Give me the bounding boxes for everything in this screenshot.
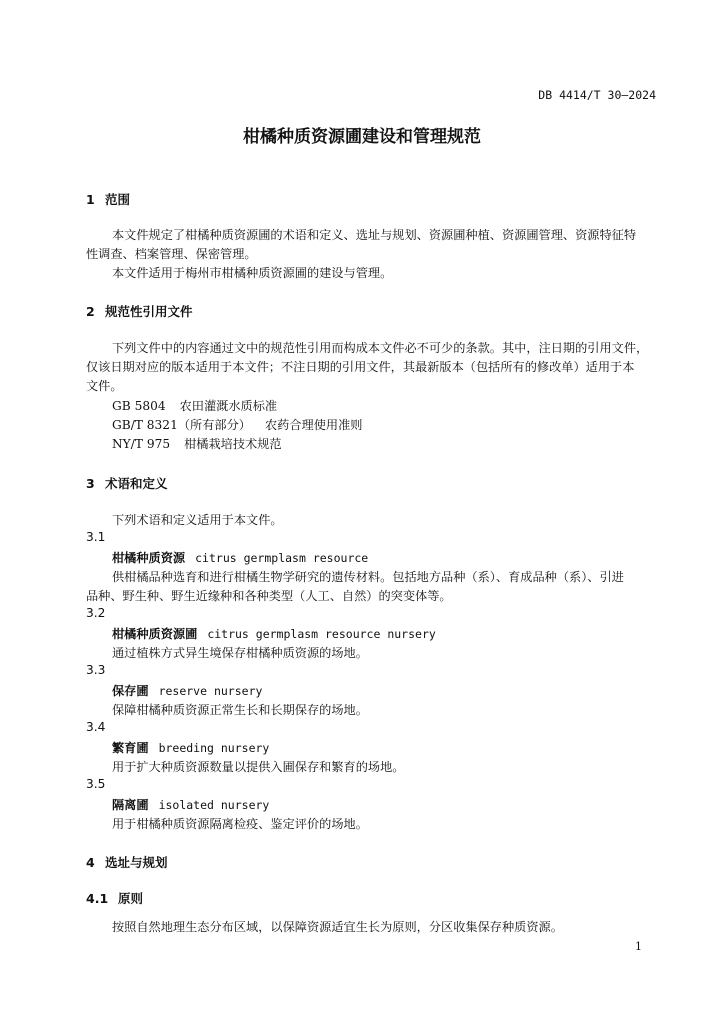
term-english: citrus germplasm resource [195, 551, 369, 565]
term-number: 3.5 [86, 777, 106, 791]
reference-item [112, 416, 362, 433]
reference-item [112, 397, 277, 414]
terms-intro: 下列术语和定义适用于本文件。 [112, 513, 283, 527]
principle-paragraph: 按照自然地理生态分布区域，以保障资源适宜生长为原则，分区收集保存种质资源。 [112, 920, 563, 934]
scope-paragraph-line: 性调查、档案管理、保密管理。 [86, 247, 257, 261]
document-number: DB 4414/T 30—2024 [538, 88, 656, 102]
section-number: 2 [86, 304, 95, 319]
term-definition-line: 品种、野生种、野生近缘种和各种类型（人工、自然）的突变体等。 [86, 589, 452, 603]
term-chinese: 隔离圃 [112, 798, 149, 812]
reference-code: GB/T 8321（所有部分） [112, 418, 251, 432]
section-heading-site-selection [86, 853, 168, 871]
document-title: 柑橘种质资源圃建设和管理规范 [243, 127, 481, 147]
term-definition-line: 保障柑橘种质资源正常生长和长期保存的场地。 [112, 703, 368, 717]
subsection-heading-principle [86, 889, 143, 907]
section-number: 1 [86, 192, 95, 207]
normative-intro-line: 下列文件中的内容通过文中的规范性引用而构成本文件必不可少的条款。其中，注日期的引用文件， [112, 341, 649, 355]
term-definition-line: 供柑橘品种选育和进行柑橘生物学研究的遗传材料。包括地方品种（系）、育成品种（系）、引进 [112, 570, 624, 584]
term-entry [112, 549, 368, 566]
term-english: isolated nursery [158, 798, 270, 812]
term-number: 3.3 [86, 663, 106, 677]
subsection-number: 4.1 [86, 891, 109, 906]
reference-name: 农田灌溉水质标准 [179, 399, 278, 413]
term-chinese: 保存圃 [112, 684, 149, 698]
term-entry [112, 796, 269, 813]
normative-intro-line: 仅该日期对应的版本适用于本文件；不注日期的引用文件，其最新版本（包括所有的修改单）适用于本 [86, 360, 635, 374]
section-heading-scope [86, 190, 130, 208]
term-entry [112, 682, 262, 699]
term-english: breeding nursery [158, 741, 270, 755]
section-heading-terms [86, 474, 168, 492]
section-number: 4 [86, 855, 95, 870]
section-title: 规范性引用文件 [105, 304, 193, 319]
term-definition-line: 用于扩大种质资源数量以提供入圃保存和繁育的场地。 [112, 760, 405, 774]
term-definition-line: 通过植株方式异生境保存柑橘种质资源的场地。 [112, 646, 368, 660]
term-english: reserve nursery [158, 684, 263, 698]
scope-paragraph: 本文件适用于梅州市柑橘种质资源圃的建设与管理。 [112, 266, 393, 280]
term-number: 3.2 [86, 606, 106, 620]
term-number: 3.1 [86, 530, 106, 544]
term-number: 3.4 [86, 720, 106, 734]
section-number: 3 [86, 476, 95, 491]
term-entry [112, 739, 269, 756]
term-definition-line: 用于柑橘种质资源隔离检疫、鉴定评价的场地。 [112, 817, 368, 831]
term-chinese: 柑橘种质资源圃 [112, 627, 198, 641]
reference-name: 农药合理使用准则 [264, 418, 363, 432]
term-chinese: 繁育圃 [112, 741, 149, 755]
term-entry [112, 625, 436, 642]
term-chinese: 柑橘种质资源 [112, 551, 186, 565]
reference-item [112, 435, 282, 452]
section-heading-normative-references [86, 302, 193, 320]
reference-code: GB 5804 [112, 399, 166, 413]
term-english: citrus germplasm resource nursery [207, 627, 436, 641]
subsection-title: 原则 [118, 891, 144, 906]
reference-code: NY/T 975 [112, 437, 171, 451]
scope-paragraph-line: 本文件规定了柑橘种质资源圃的术语和定义、选址与规划、资源圃种植、资源圃管理、资源特征特 [112, 228, 637, 242]
page-number: 1 [635, 940, 642, 953]
section-title: 术语和定义 [105, 476, 168, 491]
reference-name: 柑橘栽培技术规范 [184, 437, 282, 451]
section-title: 范围 [105, 192, 131, 207]
section-title: 选址与规划 [105, 855, 168, 870]
normative-intro-line: 文件。 [86, 379, 123, 393]
